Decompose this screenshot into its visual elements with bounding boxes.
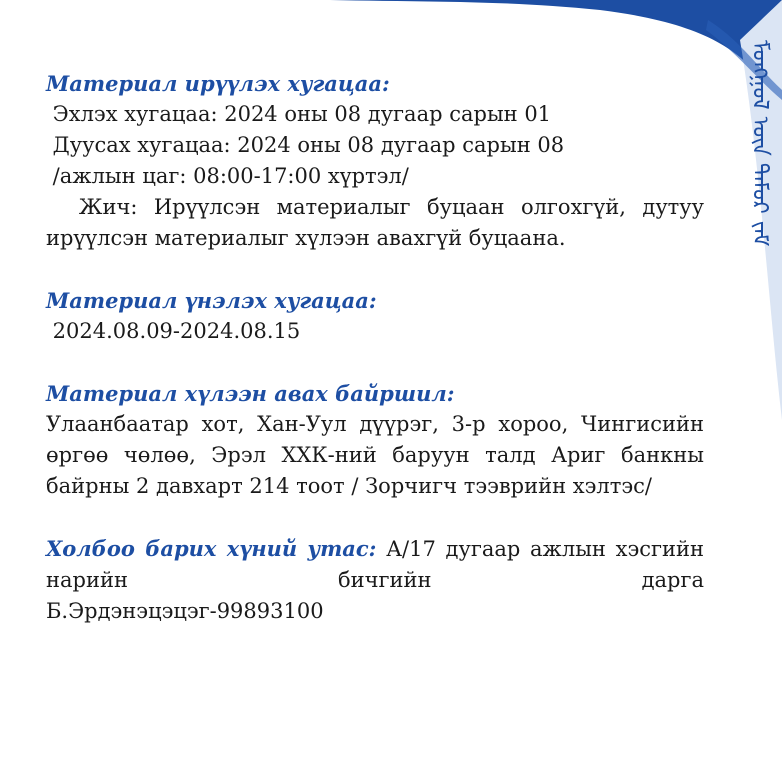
submission-period-heading: Материал ирүүлэх хугацаа: <box>46 71 390 96</box>
working-hours-line: /ажлын цаг: 08:00-17:00 хүртэл/ <box>46 164 409 188</box>
contact-phone: Б.Эрдэнэцэцэг-99893100 <box>46 599 324 623</box>
evaluation-dates: 2024.08.09-2024.08.15 <box>46 319 301 343</box>
address-paragraph: Улаанбаатар хот, Хан-Уул дүүрэг, 3-р хороо, Чингисийн өргөө чөлөө, Эрэл ХХК-ний баруун талд Ариг банкны байрны 2 давхарт 214 тоот / Зорчигч тээврийн хэлтэс/ <box>46 412 704 498</box>
note-paragraph: Жич: Ирүүлсэн материалыг буцаан олгохгүй, дутуу ирүүлсэн материалыг хүлээн авахгүй буцаана. <box>46 195 711 250</box>
contact-position-text: А/17 дугаар ажлын хэсгийн нарийн бичгийн дарга <box>46 537 711 592</box>
location-heading: Материал хүлээн авах байршил: <box>46 381 455 406</box>
end-date-line: Дуусах хугацаа: 2024 оны 08 дугаар сарын 08 <box>46 133 565 157</box>
contact-heading: Холбоо барих хүний утас: <box>46 536 377 561</box>
evaluation-period-heading: Материал үнэлэх хугацаа: <box>46 288 377 313</box>
mongolian-script-vertical: ᠮᠣᠩᠭᠣᠯ ᠦᠨ ᠲᠡᠮᠦᠷ ᠵᠠᠮ <box>747 40 772 247</box>
start-date-line: Эхлэх хугацаа: 2024 оны 08 дугаар сарын 01 <box>46 102 552 126</box>
contact-paragraph <box>46 533 711 596</box>
announcement-content <box>46 68 711 627</box>
